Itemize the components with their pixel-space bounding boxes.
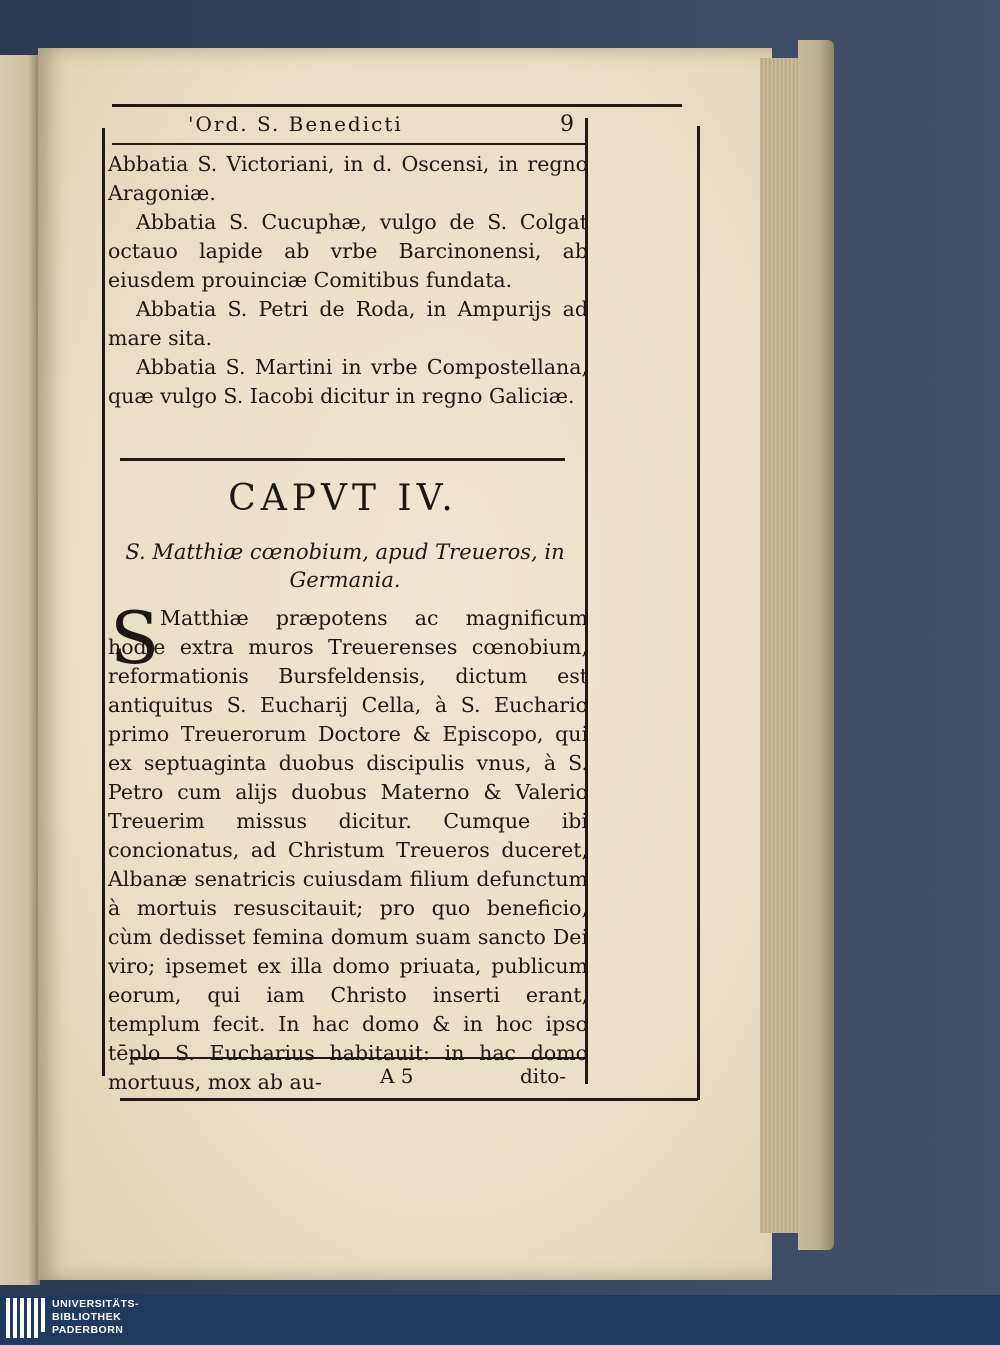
library-name-line: BIBLIOTHEK [52,1311,122,1323]
top-rule [112,104,682,107]
library-name-line: PADERBORN [52,1324,124,1336]
page-number: 9 [560,112,576,137]
signature-mark: A 5 [380,1064,414,1088]
abbey-entry: Abbatia S. Victoriani, in d. Oscensi, in regno Aragoniæ. [108,152,588,205]
abbey-entry: Abbatia S. Cucuphæ, vulgo de S. Colgat octauo lapide ab vrbe Barcinonensi, ab eiusdem prouinciæ Comitibus fundata. [108,210,588,292]
chapter-body [108,596,588,1097]
bottom-outer-rule [120,1098,698,1101]
abbey-list [108,150,588,411]
book-cover-edge [798,40,834,1250]
library-footer-bar [0,1295,1000,1345]
library-name [52,1298,139,1337]
chapter-paragraph: Matthiæ præpotens ac magnificum hodie extra muros Treuerenses cœnobium, reformationis Bursfeldensis, dictum est antiquitus S. Eucharij Cella, à S. Euchario primo Treuerorum Doctore & Episcopo, qui ex septuaginta duobus discipulis vnus, à S. Petro cum alijs duobus Materno & Valerio Treuerim missus dicitur. Cumque ibi concionatus, ad Christum Treueros duceret, Albanæ senatricis cuiusdam filium defunctum à mortuis resuscitauit; pro quo beneficio, cùm dedisset femina domum suam sancto Dei viro; ipsemet ex illa domo priuata, publicum eorum, qui iam Christo inserti erant, templum fecit. In hac domo & in hoc ipso tēplo S. Eucharius habitauit: in hac domo mortuus, mox ab au- [108,606,588,1094]
chapter-subtitle: S. Matthiæ cœnobium, apud Treueros, in Germania. [125,540,565,592]
chapter-title: CAPVT IV. [228,478,458,519]
running-head [120,112,590,142]
catchword: dito- [520,1064,567,1088]
abbey-entry: Abbatia S. Martini in vrbe Compostellana, quæ vulgo S. Iacobi dicitur in regno Galiciæ. [108,355,588,408]
drop-cap: S [110,596,160,680]
running-title: 'Ord. S. Benedicti [188,112,403,136]
facing-page-edge [0,55,40,1285]
abbey-entry: Abbatia S. Petri de Roda, in Ampurijs ad mare sita. [108,297,588,350]
library-logo-icon [6,1298,46,1342]
header-rule [112,143,585,145]
outer-right-frame-line [697,126,700,1100]
left-frame-line [102,128,105,1076]
page-fore-edge [760,58,800,1233]
page-footer [108,1064,588,1092]
section-rule [120,458,565,461]
library-name-line: UNIVERSITÄTS- [52,1298,140,1310]
